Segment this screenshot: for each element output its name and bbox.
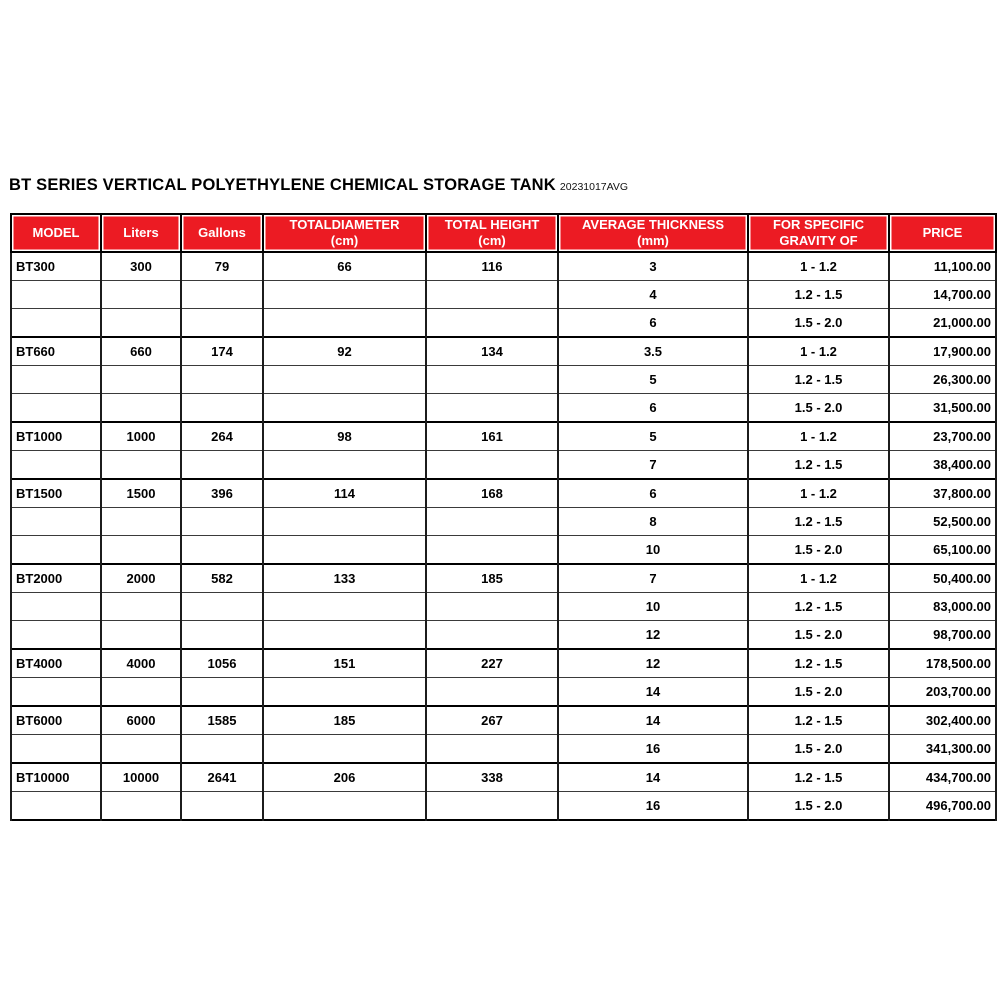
cell-height: 185 — [426, 564, 558, 593]
table-row — [11, 366, 996, 394]
cell-model — [11, 451, 101, 480]
cell-thickness: 7 — [558, 564, 748, 593]
table-row — [11, 394, 996, 423]
cell-diameter: 206 — [263, 763, 426, 792]
cell-height: 161 — [426, 422, 558, 451]
column-header-label: MODEL — [32, 224, 80, 240]
cell-model — [11, 621, 101, 650]
cell-height — [426, 678, 558, 707]
cell-gravity: 1.5 - 2.0 — [748, 394, 889, 423]
cell-thickness: 8 — [558, 508, 748, 536]
cell-thickness: 12 — [558, 649, 748, 678]
cell-liters — [101, 678, 181, 707]
cell-liters — [101, 792, 181, 821]
cell-gallons — [181, 678, 263, 707]
cell-thickness: 10 — [558, 593, 748, 621]
cell-height — [426, 792, 558, 821]
cell-price: 50,400.00 — [889, 564, 996, 593]
cell-diameter: 98 — [263, 422, 426, 451]
cell-gallons — [181, 593, 263, 621]
cell-model: BT6000 — [11, 706, 101, 735]
cell-diameter: 114 — [263, 479, 426, 508]
cell-gravity: 1.2 - 1.5 — [748, 649, 889, 678]
cell-price: 31,500.00 — [889, 394, 996, 423]
cell-gravity: 1.2 - 1.5 — [748, 593, 889, 621]
cell-thickness: 16 — [558, 792, 748, 821]
cell-thickness: 7 — [558, 451, 748, 480]
cell-height — [426, 394, 558, 423]
cell-thickness: 6 — [558, 479, 748, 508]
column-header-sublabel: (cm) — [478, 233, 506, 248]
cell-model: BT4000 — [11, 649, 101, 678]
column-header-label: TOTALDIAMETER — [289, 216, 400, 232]
cell-thickness: 14 — [558, 763, 748, 792]
cell-height — [426, 281, 558, 309]
cell-height — [426, 508, 558, 536]
table-row — [11, 763, 996, 792]
cell-model — [11, 792, 101, 821]
cell-height — [426, 451, 558, 480]
column-header-height — [426, 214, 558, 252]
cell-gallons — [181, 735, 263, 764]
cell-height: 116 — [426, 252, 558, 281]
cell-thickness: 5 — [558, 366, 748, 394]
cell-model — [11, 281, 101, 309]
cell-price: 434,700.00 — [889, 763, 996, 792]
table-row — [11, 536, 996, 565]
cell-model — [11, 678, 101, 707]
table-row — [11, 422, 996, 451]
cell-thickness: 16 — [558, 735, 748, 764]
cell-gallons: 264 — [181, 422, 263, 451]
cell-diameter — [263, 536, 426, 565]
cell-liters — [101, 309, 181, 338]
cell-liters: 1500 — [101, 479, 181, 508]
column-header-price — [889, 214, 996, 252]
cell-gravity: 1 - 1.2 — [748, 252, 889, 281]
table-row — [11, 593, 996, 621]
cell-price: 38,400.00 — [889, 451, 996, 480]
cell-gravity: 1.2 - 1.5 — [748, 763, 889, 792]
cell-gallons: 396 — [181, 479, 263, 508]
cell-gravity: 1.5 - 2.0 — [748, 792, 889, 821]
cell-model — [11, 735, 101, 764]
cell-liters: 660 — [101, 337, 181, 366]
cell-gallons — [181, 366, 263, 394]
cell-diameter: 92 — [263, 337, 426, 366]
table-row — [11, 678, 996, 707]
table-row — [11, 649, 996, 678]
column-header-model — [11, 214, 101, 252]
cell-gallons: 79 — [181, 252, 263, 281]
cell-gravity: 1 - 1.2 — [748, 564, 889, 593]
cell-diameter: 66 — [263, 252, 426, 281]
cell-price: 98,700.00 — [889, 621, 996, 650]
cell-price: 11,100.00 — [889, 252, 996, 281]
document-title-revision-code: 20231017AVG — [559, 181, 629, 193]
cell-model: BT660 — [11, 337, 101, 366]
cell-diameter — [263, 451, 426, 480]
cell-gravity: 1.2 - 1.5 — [748, 281, 889, 309]
cell-liters — [101, 281, 181, 309]
page-title — [9, 176, 628, 195]
cell-gravity: 1.2 - 1.5 — [748, 706, 889, 735]
cell-model — [11, 394, 101, 423]
cell-gallons — [181, 621, 263, 650]
cell-model — [11, 309, 101, 338]
cell-gravity: 1.5 - 2.0 — [748, 678, 889, 707]
cell-model: BT10000 — [11, 763, 101, 792]
cell-diameter — [263, 281, 426, 309]
cell-model — [11, 508, 101, 536]
column-header-label: FOR SPECIFIC — [772, 216, 864, 232]
cell-liters — [101, 394, 181, 423]
cell-liters — [101, 508, 181, 536]
cell-price: 83,000.00 — [889, 593, 996, 621]
table-row — [11, 792, 996, 821]
cell-gallons — [181, 508, 263, 536]
table-row — [11, 564, 996, 593]
table-row — [11, 252, 996, 281]
cell-gallons — [181, 536, 263, 565]
column-header-label: TOTAL HEIGHT — [444, 216, 540, 232]
cell-model — [11, 536, 101, 565]
cell-gallons — [181, 281, 263, 309]
cell-height — [426, 735, 558, 764]
cell-model: BT1000 — [11, 422, 101, 451]
cell-diameter — [263, 309, 426, 338]
table-row — [11, 508, 996, 536]
cell-gravity: 1.2 - 1.5 — [748, 508, 889, 536]
cell-diameter — [263, 394, 426, 423]
cell-model — [11, 593, 101, 621]
column-header-liters — [101, 214, 181, 252]
cell-liters — [101, 366, 181, 394]
cell-gallons: 582 — [181, 564, 263, 593]
column-header-label: AVERAGE THICKNESS — [581, 216, 725, 232]
cell-height — [426, 536, 558, 565]
cell-price: 17,900.00 — [889, 337, 996, 366]
cell-liters — [101, 451, 181, 480]
cell-diameter — [263, 366, 426, 394]
cell-height: 168 — [426, 479, 558, 508]
tank-spec-price-table — [10, 213, 997, 821]
cell-gravity: 1.5 - 2.0 — [748, 735, 889, 764]
cell-model: BT1500 — [11, 479, 101, 508]
cell-gallons: 1056 — [181, 649, 263, 678]
cell-liters — [101, 593, 181, 621]
table-body — [11, 252, 996, 820]
cell-thickness: 6 — [558, 394, 748, 423]
cell-liters: 2000 — [101, 564, 181, 593]
cell-diameter: 133 — [263, 564, 426, 593]
cell-height — [426, 366, 558, 394]
column-header-gallons — [181, 214, 263, 252]
cell-diameter: 151 — [263, 649, 426, 678]
cell-price: 203,700.00 — [889, 678, 996, 707]
cell-diameter: 185 — [263, 706, 426, 735]
cell-gravity: 1.2 - 1.5 — [748, 451, 889, 480]
document-title: BT SERIES VERTICAL POLYETHYLENE CHEMICAL STORAGE TANK — [9, 176, 556, 194]
cell-diameter — [263, 593, 426, 621]
cell-liters: 10000 — [101, 763, 181, 792]
cell-height — [426, 621, 558, 650]
cell-thickness: 12 — [558, 621, 748, 650]
cell-thickness: 3 — [558, 252, 748, 281]
column-header-sublabel: (cm) — [330, 233, 359, 248]
cell-gravity: 1.5 - 2.0 — [748, 536, 889, 565]
column-header-sublabel: (mm) — [637, 233, 669, 248]
cell-height — [426, 593, 558, 621]
cell-diameter — [263, 792, 426, 821]
cell-price: 341,300.00 — [889, 735, 996, 764]
cell-gallons: 174 — [181, 337, 263, 366]
cell-thickness: 4 — [558, 281, 748, 309]
cell-gallons: 2641 — [181, 763, 263, 792]
cell-liters — [101, 536, 181, 565]
cell-gravity: 1 - 1.2 — [748, 479, 889, 508]
cell-model: BT300 — [11, 252, 101, 281]
cell-thickness: 14 — [558, 706, 748, 735]
cell-thickness: 5 — [558, 422, 748, 451]
cell-diameter — [263, 678, 426, 707]
cell-height: 134 — [426, 337, 558, 366]
column-header-sublabel: GRAVITY OF — [779, 233, 858, 248]
cell-thickness: 10 — [558, 536, 748, 565]
column-header-diameter — [263, 214, 426, 252]
cell-model: BT2000 — [11, 564, 101, 593]
column-header-thickness — [558, 214, 748, 252]
cell-gallons: 1585 — [181, 706, 263, 735]
cell-liters: 6000 — [101, 706, 181, 735]
cell-thickness: 3.5 — [558, 337, 748, 366]
cell-diameter — [263, 621, 426, 650]
column-header-gravity — [748, 214, 889, 252]
table-row — [11, 479, 996, 508]
cell-liters: 300 — [101, 252, 181, 281]
column-header-label: Gallons — [198, 224, 246, 240]
cell-price: 52,500.00 — [889, 508, 996, 536]
table-row — [11, 735, 996, 764]
column-header-label: Liters — [123, 224, 159, 240]
cell-model — [11, 366, 101, 394]
cell-gravity: 1 - 1.2 — [748, 422, 889, 451]
table-row — [11, 281, 996, 309]
cell-height — [426, 309, 558, 338]
cell-thickness: 6 — [558, 309, 748, 338]
cell-gravity: 1 - 1.2 — [748, 337, 889, 366]
cell-price: 37,800.00 — [889, 479, 996, 508]
cell-diameter — [263, 735, 426, 764]
column-header-label: PRICE — [922, 224, 963, 240]
cell-gallons — [181, 451, 263, 480]
cell-price: 65,100.00 — [889, 536, 996, 565]
cell-liters — [101, 621, 181, 650]
cell-price: 23,700.00 — [889, 422, 996, 451]
cell-gravity: 1.5 - 2.0 — [748, 621, 889, 650]
cell-gallons — [181, 792, 263, 821]
table-header-row — [11, 214, 996, 252]
cell-price: 302,400.00 — [889, 706, 996, 735]
cell-price: 496,700.00 — [889, 792, 996, 821]
cell-gallons — [181, 394, 263, 423]
cell-liters: 1000 — [101, 422, 181, 451]
cell-diameter — [263, 508, 426, 536]
table-row — [11, 706, 996, 735]
cell-liters — [101, 735, 181, 764]
cell-height: 267 — [426, 706, 558, 735]
cell-height: 227 — [426, 649, 558, 678]
table-row — [11, 621, 996, 650]
cell-gravity: 1.5 - 2.0 — [748, 309, 889, 338]
cell-liters: 4000 — [101, 649, 181, 678]
cell-price: 26,300.00 — [889, 366, 996, 394]
cell-price: 178,500.00 — [889, 649, 996, 678]
cell-price: 14,700.00 — [889, 281, 996, 309]
cell-price: 21,000.00 — [889, 309, 996, 338]
cell-gravity: 1.2 - 1.5 — [748, 366, 889, 394]
table-row — [11, 337, 996, 366]
table-row — [11, 309, 996, 338]
cell-thickness: 14 — [558, 678, 748, 707]
cell-height: 338 — [426, 763, 558, 792]
cell-gallons — [181, 309, 263, 338]
table-row — [11, 451, 996, 480]
